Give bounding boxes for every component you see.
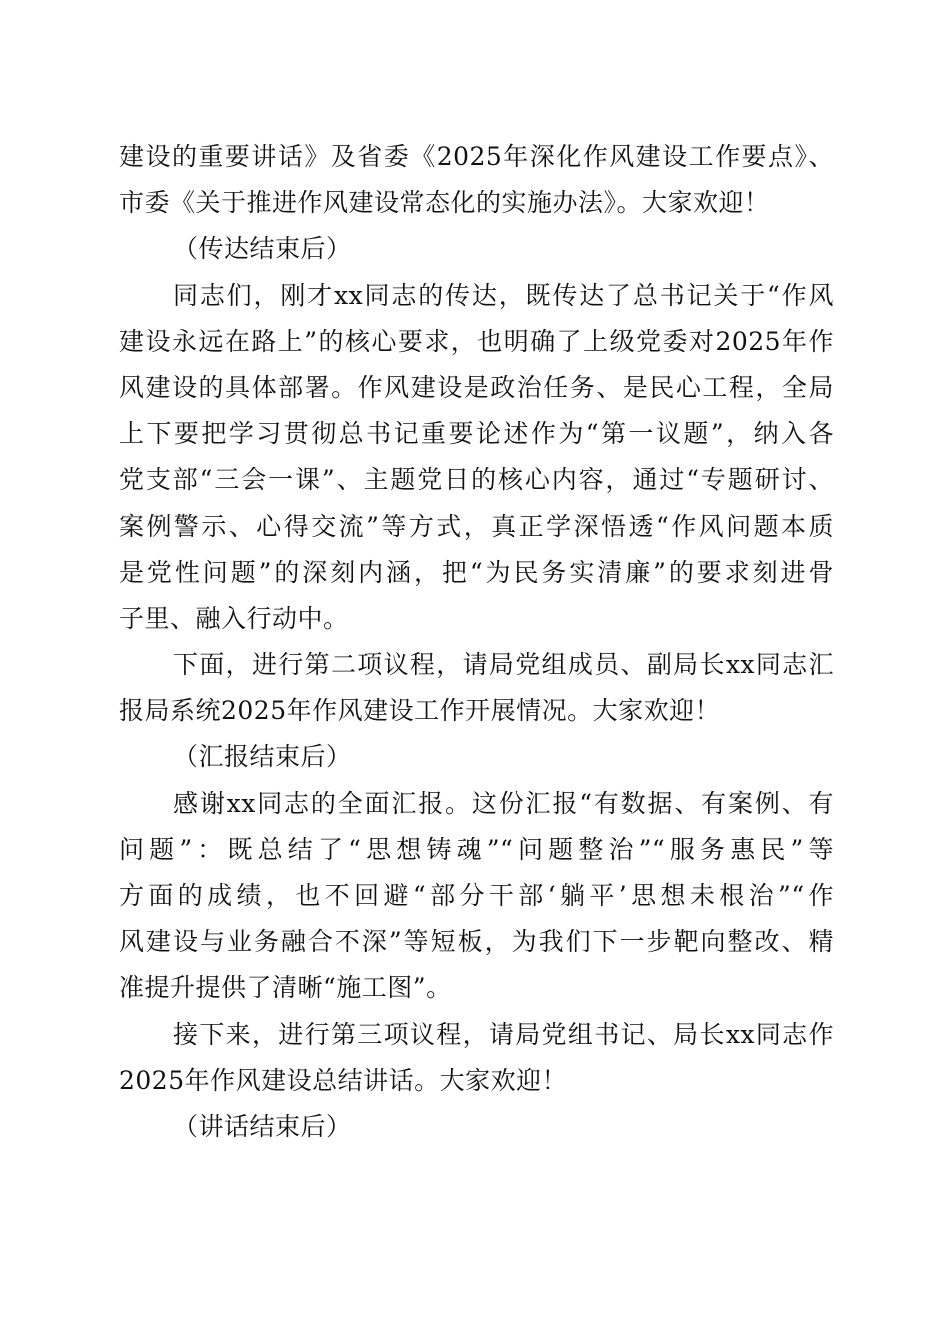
text-line: 方面的成绩，也不回避“部分干部‘躺平’思想未根治”“作 [119,881,834,910]
text-line: 子里、融入行动中。 [119,603,349,633]
text-line: 问题”：既总结了“思想铸魂”“问题整治”“服务惠民”等 [119,834,834,864]
text-line: 建设的重要讲话》及省委《2025年深化作风建设工作要点》、 [119,142,834,171]
text-line: 上下要把学习贯彻总书记重要论述作为“第一议题”，纳入各 [119,419,834,449]
text-line: 2025年作风建设总结讲话。大家欢迎！ [119,1065,568,1095]
text-line: 准提升提供了清晰“施工图”。 [119,973,452,1003]
text-line: 下面，进行第二项议程，请局党组成员、副局长xx同志汇 [173,650,834,680]
text-line: 报局系统2025年作风建设工作开展情况。大家欢迎！ [119,696,721,726]
text-line: 风建设的具体部署。作风建设是政治任务、是民心工程，全局 [119,372,834,402]
document-body [119,134,834,1150]
stage-direction: （汇报结束后） [173,742,352,772]
text-line: 同志们，刚才xx同志的传达，既传达了总书记关于“作风 [173,280,834,310]
text-line: 党支部“三会一课”、主题党日的核心内容，通过“专题研讨、 [119,465,834,495]
text-line: 接下来，进行第三项议程，请局党组书记、局长xx同志作 [173,1019,834,1049]
stage-direction: （传达结束后） [173,234,352,264]
text-line: 风建设与业务融合不深”等短板，为我们下一步靶向整改、精 [119,927,834,957]
stage-direction: （讲话结束后） [173,1111,352,1141]
text-line: 市委《关于推进作风建设常态化的实施办法》。大家欢迎！ [119,188,770,218]
text-line: 案例警示、心得交流”等方式，真正学深悟透“作风问题本质 [119,511,834,541]
text-line: 感谢xx同志的全面汇报。这份汇报“有数据、有案例、有 [173,788,834,818]
text-line: 是党性问题”的深刻内涵，把“为民务实清廉”的要求刻进骨 [119,557,834,587]
text-line: 建设永远在路上”的核心要求，也明确了上级党委对2025年作 [119,326,834,356]
